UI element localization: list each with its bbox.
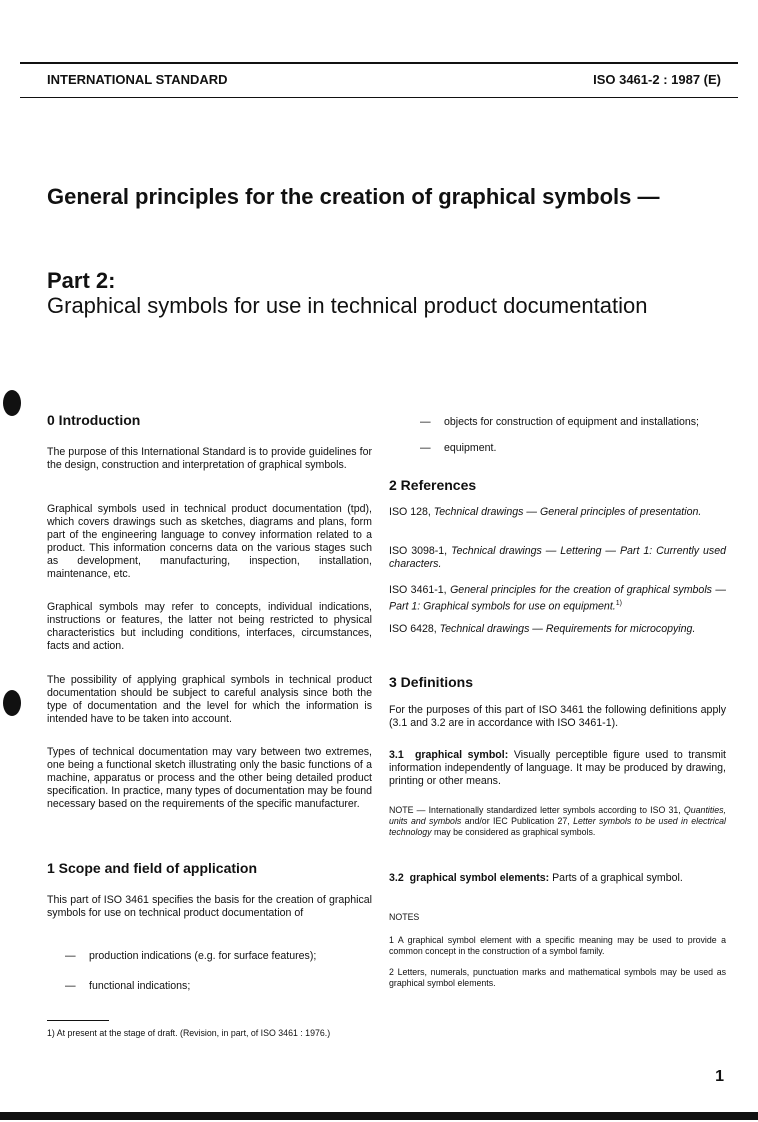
notes-label: NOTES	[389, 912, 420, 922]
footnote-marker: 1)	[615, 600, 622, 607]
note-text: and/or IEC Publication 27,	[464, 816, 570, 826]
reference-code: ISO 6428,	[389, 623, 437, 635]
list-item-text: equipment.	[444, 442, 497, 454]
reference-title: Technical drawings — Requirements for microcopying.	[439, 623, 696, 635]
note-text: may be considered as graphical symbols.	[434, 827, 596, 837]
section-heading-references: 2 References	[389, 477, 477, 493]
document-title: General principles for the creation of graphical symbols —	[47, 184, 660, 209]
header-left: INTERNATIONAL STANDARD	[47, 72, 228, 87]
part-label: Part 2:	[47, 268, 116, 293]
definitions-intro: For the purposes of this part of ISO 3461 the following definitions apply (3.1 and 3.2 are in accordance with ISO 3461-1).	[389, 704, 726, 729]
scope-paragraph: This part of ISO 3461 specifies the basis for the creation of graphical symbols for use on technical product documentation of	[47, 894, 372, 919]
definition-text: Parts of a graphical symbol.	[552, 872, 683, 884]
section-heading-introduction: 0 Introduction	[47, 412, 141, 428]
definition-3-1	[389, 749, 726, 788]
section-heading-scope: 1 Scope and field of application	[47, 860, 258, 876]
dash-bullet: —	[65, 950, 76, 962]
definition-number: 3.2	[389, 872, 404, 884]
section-heading-definitions: 3 Definitions	[389, 674, 474, 690]
reference-title: Technical drawings — Lettering — Part 1: Currently used characters.	[389, 545, 726, 570]
document-subtitle: Graphical symbols for use in technical product documentation	[47, 293, 648, 318]
dash-bullet: —	[65, 980, 76, 992]
intro-paragraph-4: The possibility of applying graphical symbols in technical product documentation should be subject to careful analysis since both the type of documentation and the level for which the information is intended have to be taken into account.	[47, 674, 372, 725]
right-column	[389, 0, 726, 1122]
list-item-text: functional indications;	[89, 980, 191, 992]
list-item-text: production indications (e.g. for surface features);	[89, 950, 317, 962]
note-italic-title: Letter symbols to be used in electrical technology	[389, 816, 726, 837]
footnote-rule	[47, 1020, 109, 1021]
definition-term: graphical symbol elements:	[409, 872, 550, 884]
page-number: 1	[715, 1068, 724, 1085]
reference-code: ISO 3098-1,	[389, 545, 448, 557]
definition-3-1-note	[389, 805, 726, 838]
note-1: 1 A graphical symbol element with a specific meaning may be used to provide a common concept in the construction of a symbol family.	[389, 935, 726, 956]
definition-term: graphical symbol:	[414, 749, 509, 761]
punch-hole-mark	[3, 390, 21, 416]
reference-iso-6428	[389, 623, 726, 636]
definition-3-2	[389, 872, 726, 885]
definition-text: Visually perceptible figure used to transmit information independently of language. It may be produced by drawing, printing or other means.	[389, 749, 726, 787]
left-column	[47, 0, 372, 1122]
intro-paragraph-3: Graphical symbols may refer to concepts, individual indications, instructions or features, the latter not being restricted to physical characteristics but including conditions, interfaces, circumstances, facts and action.	[47, 601, 372, 652]
intro-paragraph-2: Graphical symbols used in technical product documentation (tpd), which covers drawings such as sketches, diagrams and plans, form part of the engineering language to convey information related to a product. This information concerns data on the various stages such as development, manufacturing, inspection, installation, maintenance, etc.	[47, 503, 372, 580]
reference-code: ISO 128,	[389, 506, 431, 518]
note-2: 2 Letters, numerals, punctuation marks and mathematical symbols may be used as graphical symbol elements.	[389, 967, 726, 988]
footnote: 1) At present at the stage of draft. (Revision, in part, of ISO 3461 : 1976.)	[47, 1028, 331, 1038]
reference-title: Technical drawings — General principles of presentation.	[433, 506, 702, 518]
dash-bullet: —	[420, 442, 431, 454]
reference-iso-3461-1	[389, 584, 726, 614]
reference-code: ISO 3461-1,	[389, 584, 447, 596]
reference-iso-128	[389, 506, 726, 519]
punch-hole-mark	[3, 690, 21, 716]
note-text: NOTE — Internationally standardized letter symbols according to ISO 31,	[389, 805, 681, 815]
note-italic-title: Quantities, units and symbols	[389, 805, 726, 826]
reference-iso-3098-1	[389, 545, 726, 571]
intro-paragraph-1: The purpose of this International Standard is to provide guidelines for the design, construction and interpretation of graphical symbols.	[47, 446, 372, 471]
reference-title: General principles for the creation of graphical symbols — Part 1: Graphical symbols for use on equipment.	[389, 584, 726, 613]
definition-number: 3.1	[389, 749, 404, 761]
dash-bullet: —	[420, 416, 431, 428]
intro-paragraph-5: Types of technical documentation may vary between two extremes, one being a functional sketch illustrating only the basic functions of a machine, apparatus or process and the other being detailed product specification. In practice, many types of documentation may be found necessary based on the requirements of the specific manufacturer.	[47, 746, 372, 810]
bottom-rule	[0, 1112, 758, 1120]
header-right: ISO 3461-2 : 1987 (E)	[593, 72, 721, 87]
list-item-text: objects for construction of equipment and installations;	[444, 416, 699, 428]
